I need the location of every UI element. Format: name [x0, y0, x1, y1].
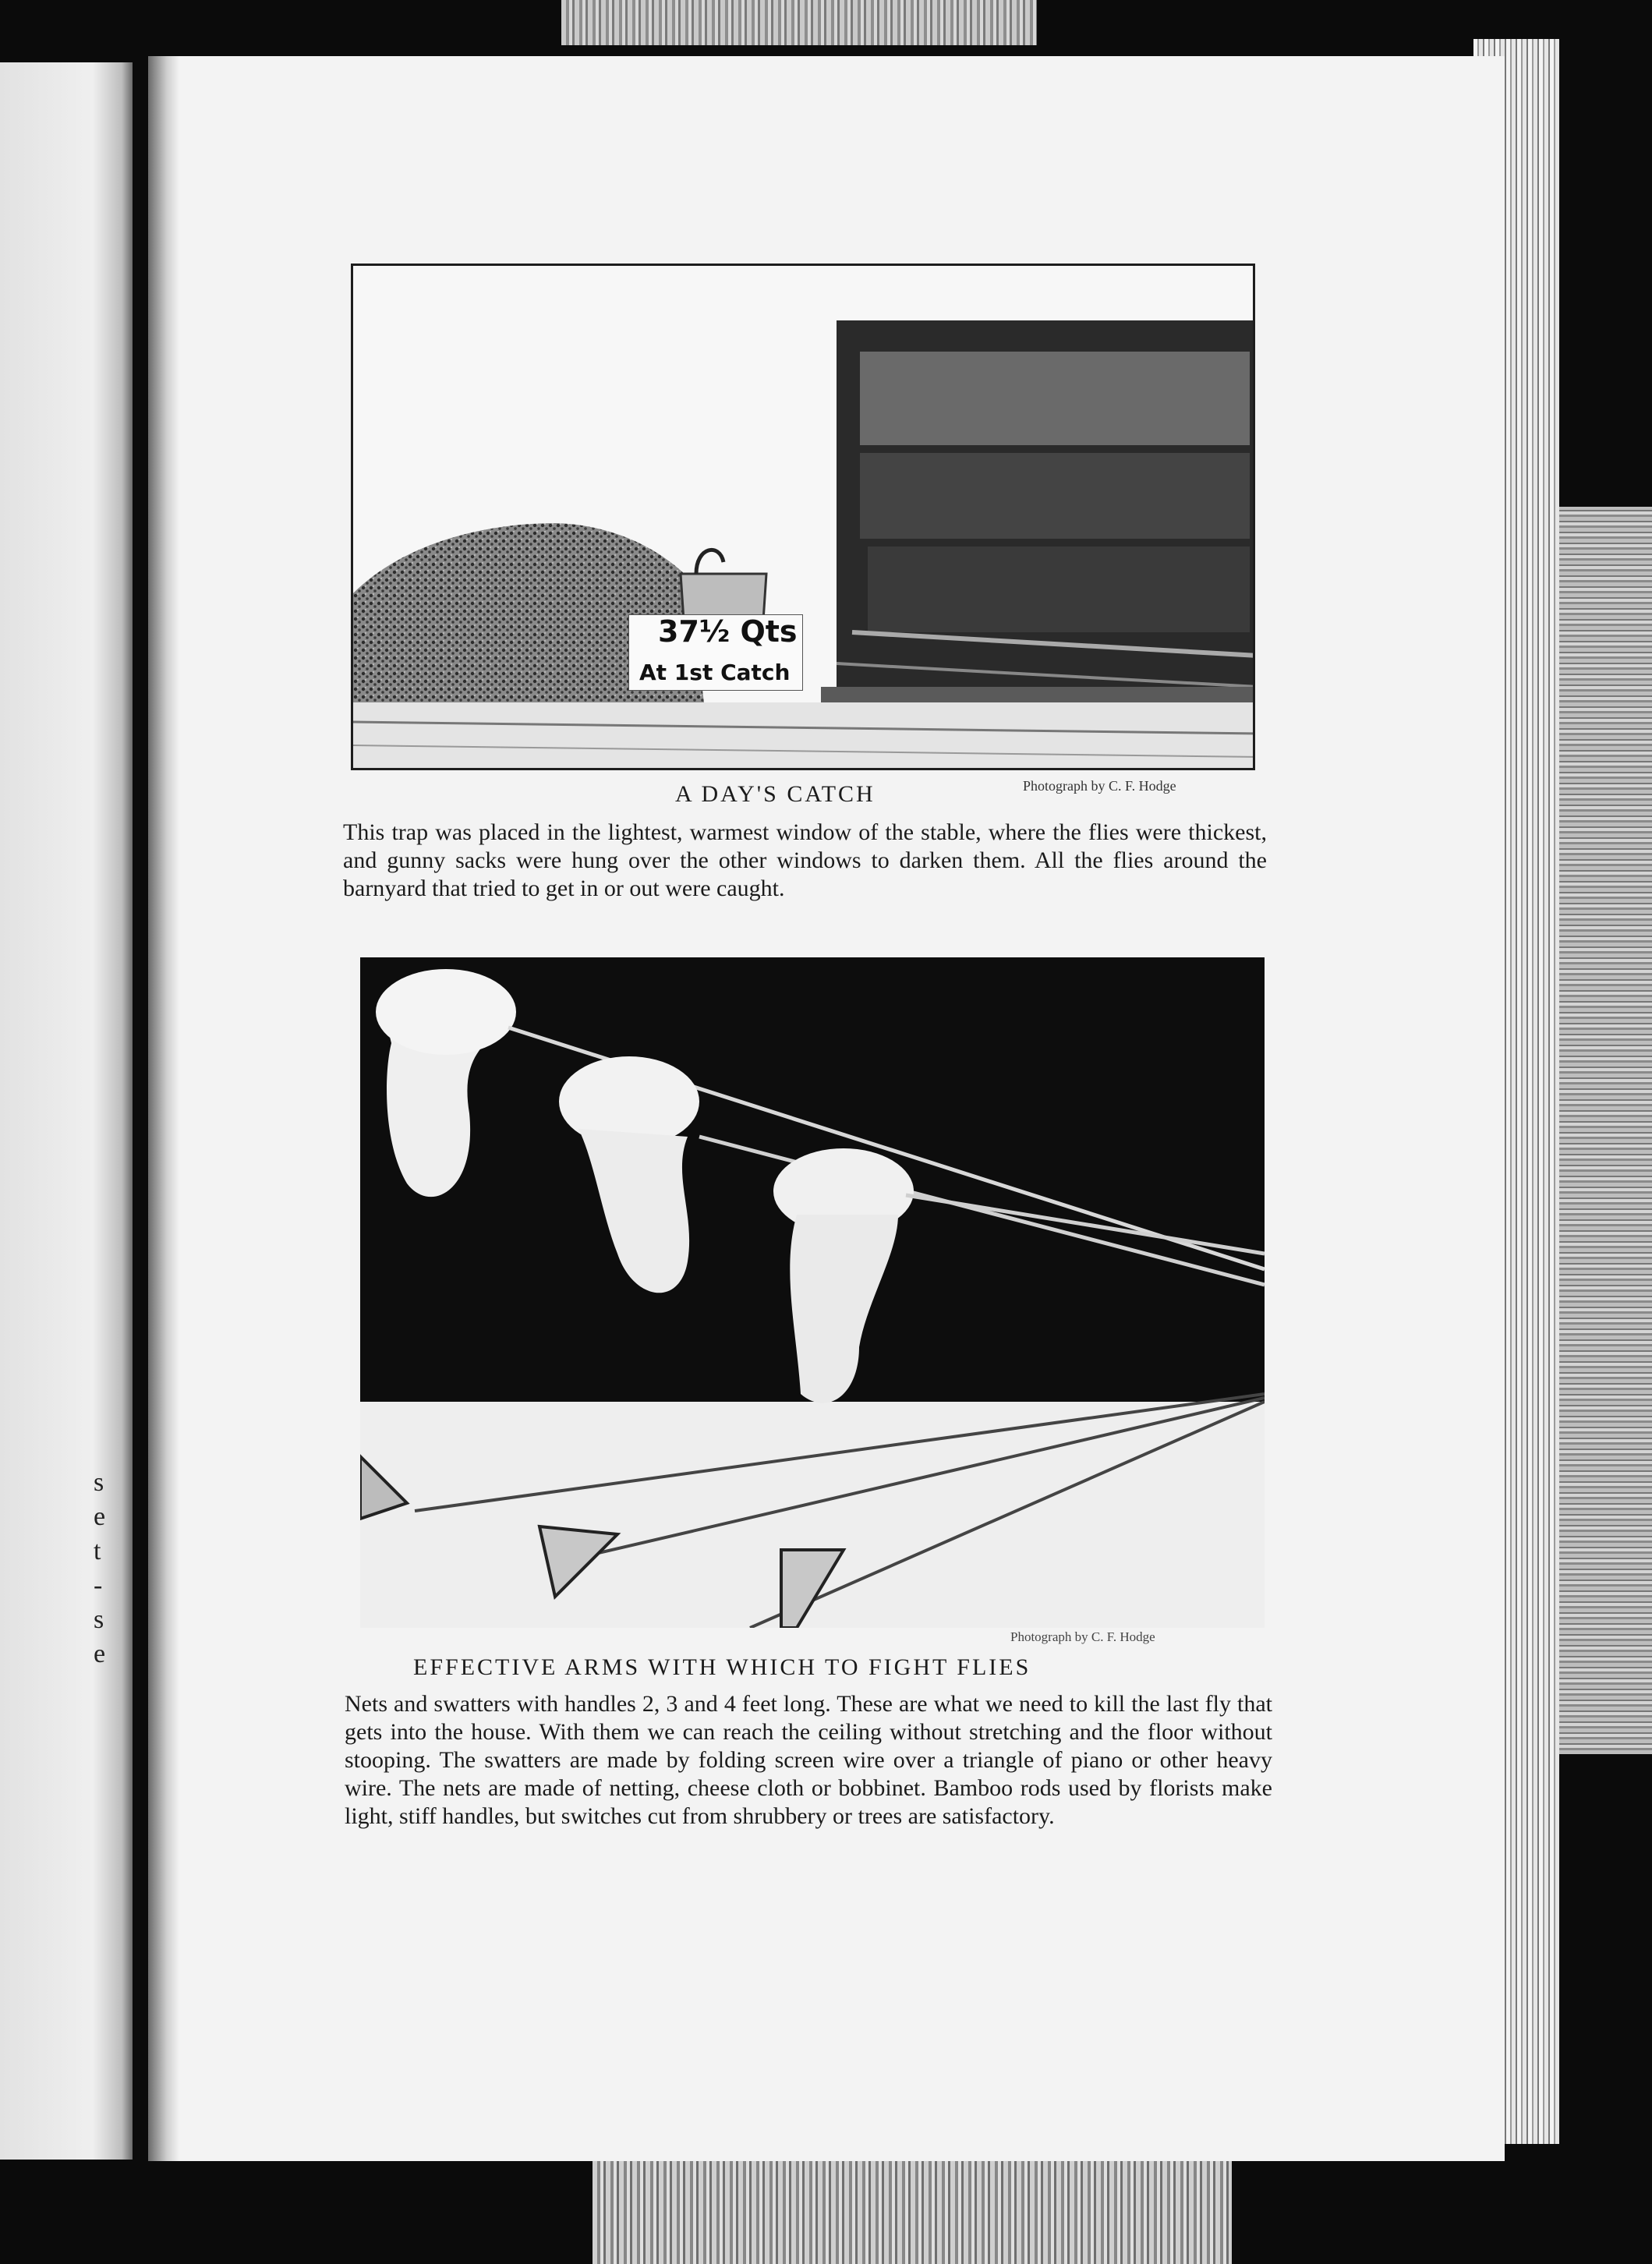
left-char: -	[94, 1571, 103, 1600]
page-gutter-shadow	[148, 56, 179, 2161]
figure2-title: EFFECTIVE ARMS WITH WHICH TO FIGHT FLIES	[413, 1654, 1031, 1680]
nets-and-swatters-illustration	[360, 957, 1265, 1628]
left-page-text-fragments	[94, 1466, 109, 1671]
left-char: s	[94, 1605, 104, 1634]
fly-trap-illustration	[353, 266, 1255, 770]
fly-trap-photo	[351, 264, 1255, 770]
figure2-credit: Photograph by C. F. Hodge	[1010, 1629, 1155, 1644]
left-char: e	[94, 1502, 106, 1531]
figure2-caption: Nets and swatters with handles 2, 3 and 4 feet long. These are what we need to kill the last fly that gets into the house. With them we can reach the ceiling without stretching and the floor without stooping. The swatters are made by folding screen wire over a triangle of piano or other heavy wire. The nets are made of netting, cheese cloth or bobbinet. Bamboo rods used by florists make light, stiff handles, but switches cut from shrubbery or trees are satisfactory.	[345, 1691, 1272, 1829]
left-facing-page	[0, 62, 133, 2160]
cloth-background-right	[1551, 507, 1652, 1754]
sign-quantity-text: 37½ Qts	[658, 614, 798, 649]
figure1-caption: This trap was placed in the lightest, warmest window of the stable, where the flies were thickest, and gunny sacks were hung over the other windows to darken them. All the flies around the barnyard that tried to get in or out were caught.	[343, 819, 1267, 901]
left-char: s	[94, 1468, 104, 1497]
cloth-background-bottom	[593, 2152, 1232, 2264]
sign-catch-text: At 1st Catch	[639, 660, 791, 685]
figure1-title: A DAY'S CATCH	[675, 781, 876, 807]
cloth-background-top	[561, 0, 1037, 45]
left-char: e	[94, 1640, 106, 1668]
left-char: t	[94, 1537, 101, 1565]
nets-and-swatters-photo	[360, 957, 1265, 1628]
figure1-credit: Photograph by C. F. Hodge	[1023, 778, 1176, 794]
